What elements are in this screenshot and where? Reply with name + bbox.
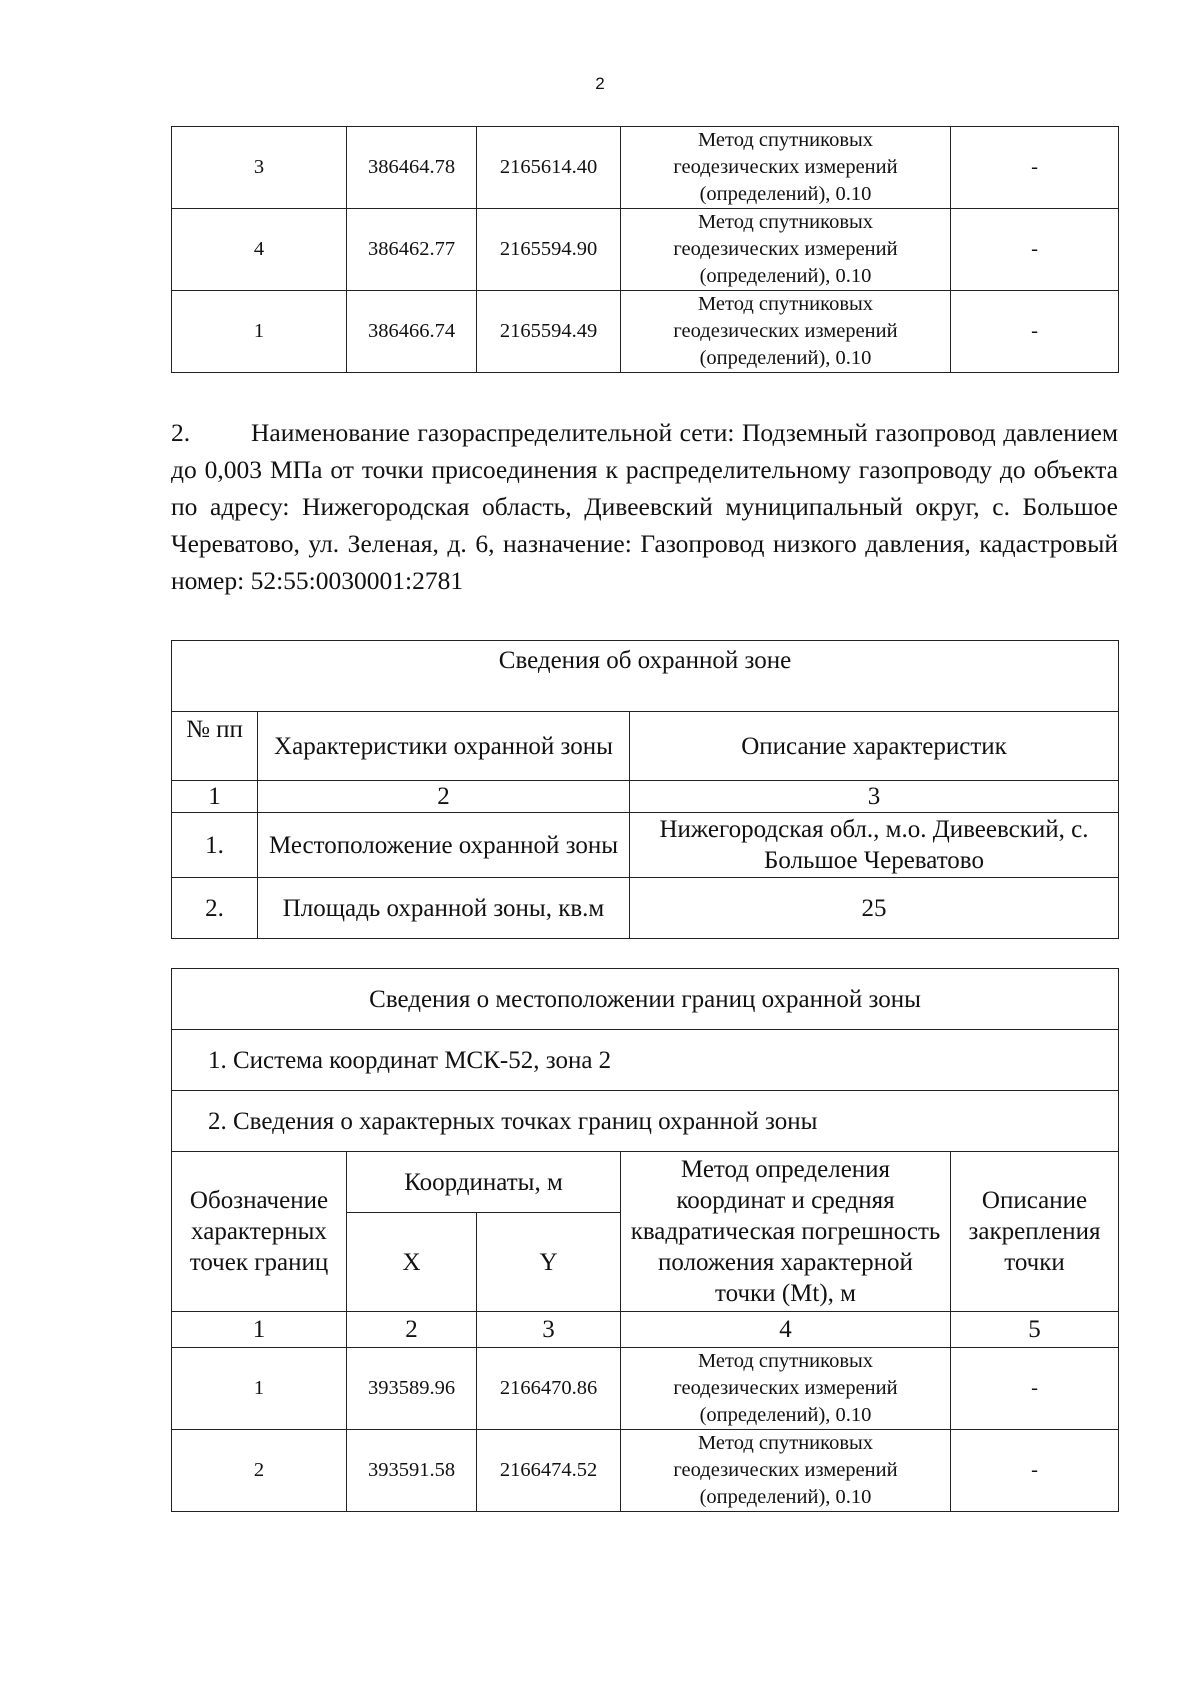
table-row <box>172 291 1119 373</box>
protection-zone-table <box>171 640 1119 939</box>
header-num: № пп <box>172 712 258 781</box>
index-cell: 3 <box>630 781 1119 813</box>
points-table-title: Сведения о местоположении границ охранной зоны <box>172 969 1119 1030</box>
header-characteristics: Характеристики охранной зоны <box>258 712 630 781</box>
table-row <box>172 813 1119 878</box>
coordinate-system: 1. Система координат МСК-52, зона 2 <box>172 1030 1119 1091</box>
header-description: Описание характеристик <box>630 712 1119 781</box>
method-line: (определений), 0.10 <box>699 183 872 205</box>
header-designation: Обозначение характерных точек границ <box>172 1152 347 1312</box>
index-cell: 5 <box>951 1312 1119 1348</box>
y-cell: 2165594.90 <box>477 209 621 291</box>
desc-cell: - <box>951 1348 1119 1430</box>
x-cell: 386462.77 <box>347 209 477 291</box>
desc-cell: - <box>951 1430 1119 1512</box>
method-cell <box>621 209 951 291</box>
index-cell: 1 <box>172 781 258 813</box>
method-cell <box>621 291 951 373</box>
x-cell: 393589.96 <box>347 1348 477 1430</box>
row-value: 25 <box>630 878 1119 939</box>
index-cell: 1 <box>172 1312 347 1348</box>
table-row <box>172 127 1119 209</box>
method-line: (определений), 0.10 <box>699 347 872 369</box>
section-2-paragraph <box>171 414 1118 599</box>
index-cell: 3 <box>477 1312 621 1348</box>
method-line: Метод спутниковых <box>697 211 874 233</box>
header-x: X <box>347 1213 477 1312</box>
y-cell: 2165594.49 <box>477 291 621 373</box>
method-cell <box>621 127 951 209</box>
method-line: (определений), 0.10 <box>699 265 872 287</box>
point-cell: 2 <box>172 1430 347 1512</box>
point-cell: 4 <box>172 209 347 291</box>
page-number: 2 <box>595 74 605 93</box>
x-cell: 393591.58 <box>347 1430 477 1512</box>
table-row <box>172 209 1119 291</box>
x-cell: 386466.74 <box>347 291 477 373</box>
point-cell: 3 <box>172 127 347 209</box>
index-cell: 4 <box>621 1312 951 1348</box>
method-line: Метод спутниковых <box>697 1432 874 1454</box>
method-line: геодезических измерений <box>673 156 898 178</box>
index-cell: 2 <box>258 781 630 813</box>
desc-cell: - <box>951 291 1119 373</box>
method-line: Метод спутниковых <box>697 293 874 315</box>
method-line: геодезических измерений <box>673 238 898 260</box>
coordinates-continuation-table <box>171 126 1119 373</box>
index-cell: 2 <box>347 1312 477 1348</box>
row-name: Площадь охранной зоны, кв.м <box>258 878 630 939</box>
table-row <box>172 1348 1119 1430</box>
y-cell: 2166470.86 <box>477 1348 621 1430</box>
method-line: Метод спутниковых <box>697 129 874 151</box>
y-cell: 2165614.40 <box>477 127 621 209</box>
header-desc: Описание закрепления точки <box>951 1152 1119 1312</box>
method-cell <box>621 1430 951 1512</box>
points-heading: 2. Сведения о характерных точках границ охранной зоны <box>172 1091 1119 1152</box>
row-num: 1. <box>172 813 258 878</box>
row-value: Нижегородская обл., м.о. Дивеевский, с. Большое Череватово <box>630 813 1119 878</box>
header-y: Y <box>477 1213 621 1312</box>
method-line: (определений), 0.10 <box>699 1404 872 1426</box>
y-cell: 2166474.52 <box>477 1430 621 1512</box>
method-cell <box>621 1348 951 1430</box>
method-line: (определений), 0.10 <box>699 1486 872 1508</box>
method-line: геодезических измерений <box>673 1377 898 1399</box>
method-line: Метод спутниковых <box>697 1350 874 1372</box>
method-line: геодезических измерений <box>673 320 898 342</box>
desc-cell: - <box>951 127 1119 209</box>
method-line: геодезических измерений <box>673 1459 898 1481</box>
x-cell: 386464.78 <box>347 127 477 209</box>
table-row <box>172 878 1119 939</box>
row-num: 2. <box>172 878 258 939</box>
point-cell: 1 <box>172 291 347 373</box>
header-coords: Координаты, м <box>347 1152 621 1213</box>
desc-cell: - <box>951 209 1119 291</box>
section-text: Наименование газораспределительной сети: Подземный газопровод давлением до 0,003 МПа от точки присоединения к распределительному газопроводу до объекта по адресу: Нижегородская область, Дивеевский муниципальный округ, с. Большое Череватово, ул. Зеленая, д. 6, назначение: Газопровод низкого давления, кадастровый номер: 52:55:0030001:2781 <box>171 418 1118 595</box>
point-cell: 1 <box>172 1348 347 1430</box>
section-number: 2. <box>171 418 191 447</box>
header-method: Метод определения координат и средняя квадратическая погрешность положения характерной точки (Mt), м <box>621 1152 951 1312</box>
boundary-points-table <box>171 968 1119 1512</box>
zone-table-title: Сведения об охранной зоне <box>172 641 1119 712</box>
row-name: Местоположение охранной зоны <box>258 813 630 878</box>
table-row <box>172 1430 1119 1512</box>
